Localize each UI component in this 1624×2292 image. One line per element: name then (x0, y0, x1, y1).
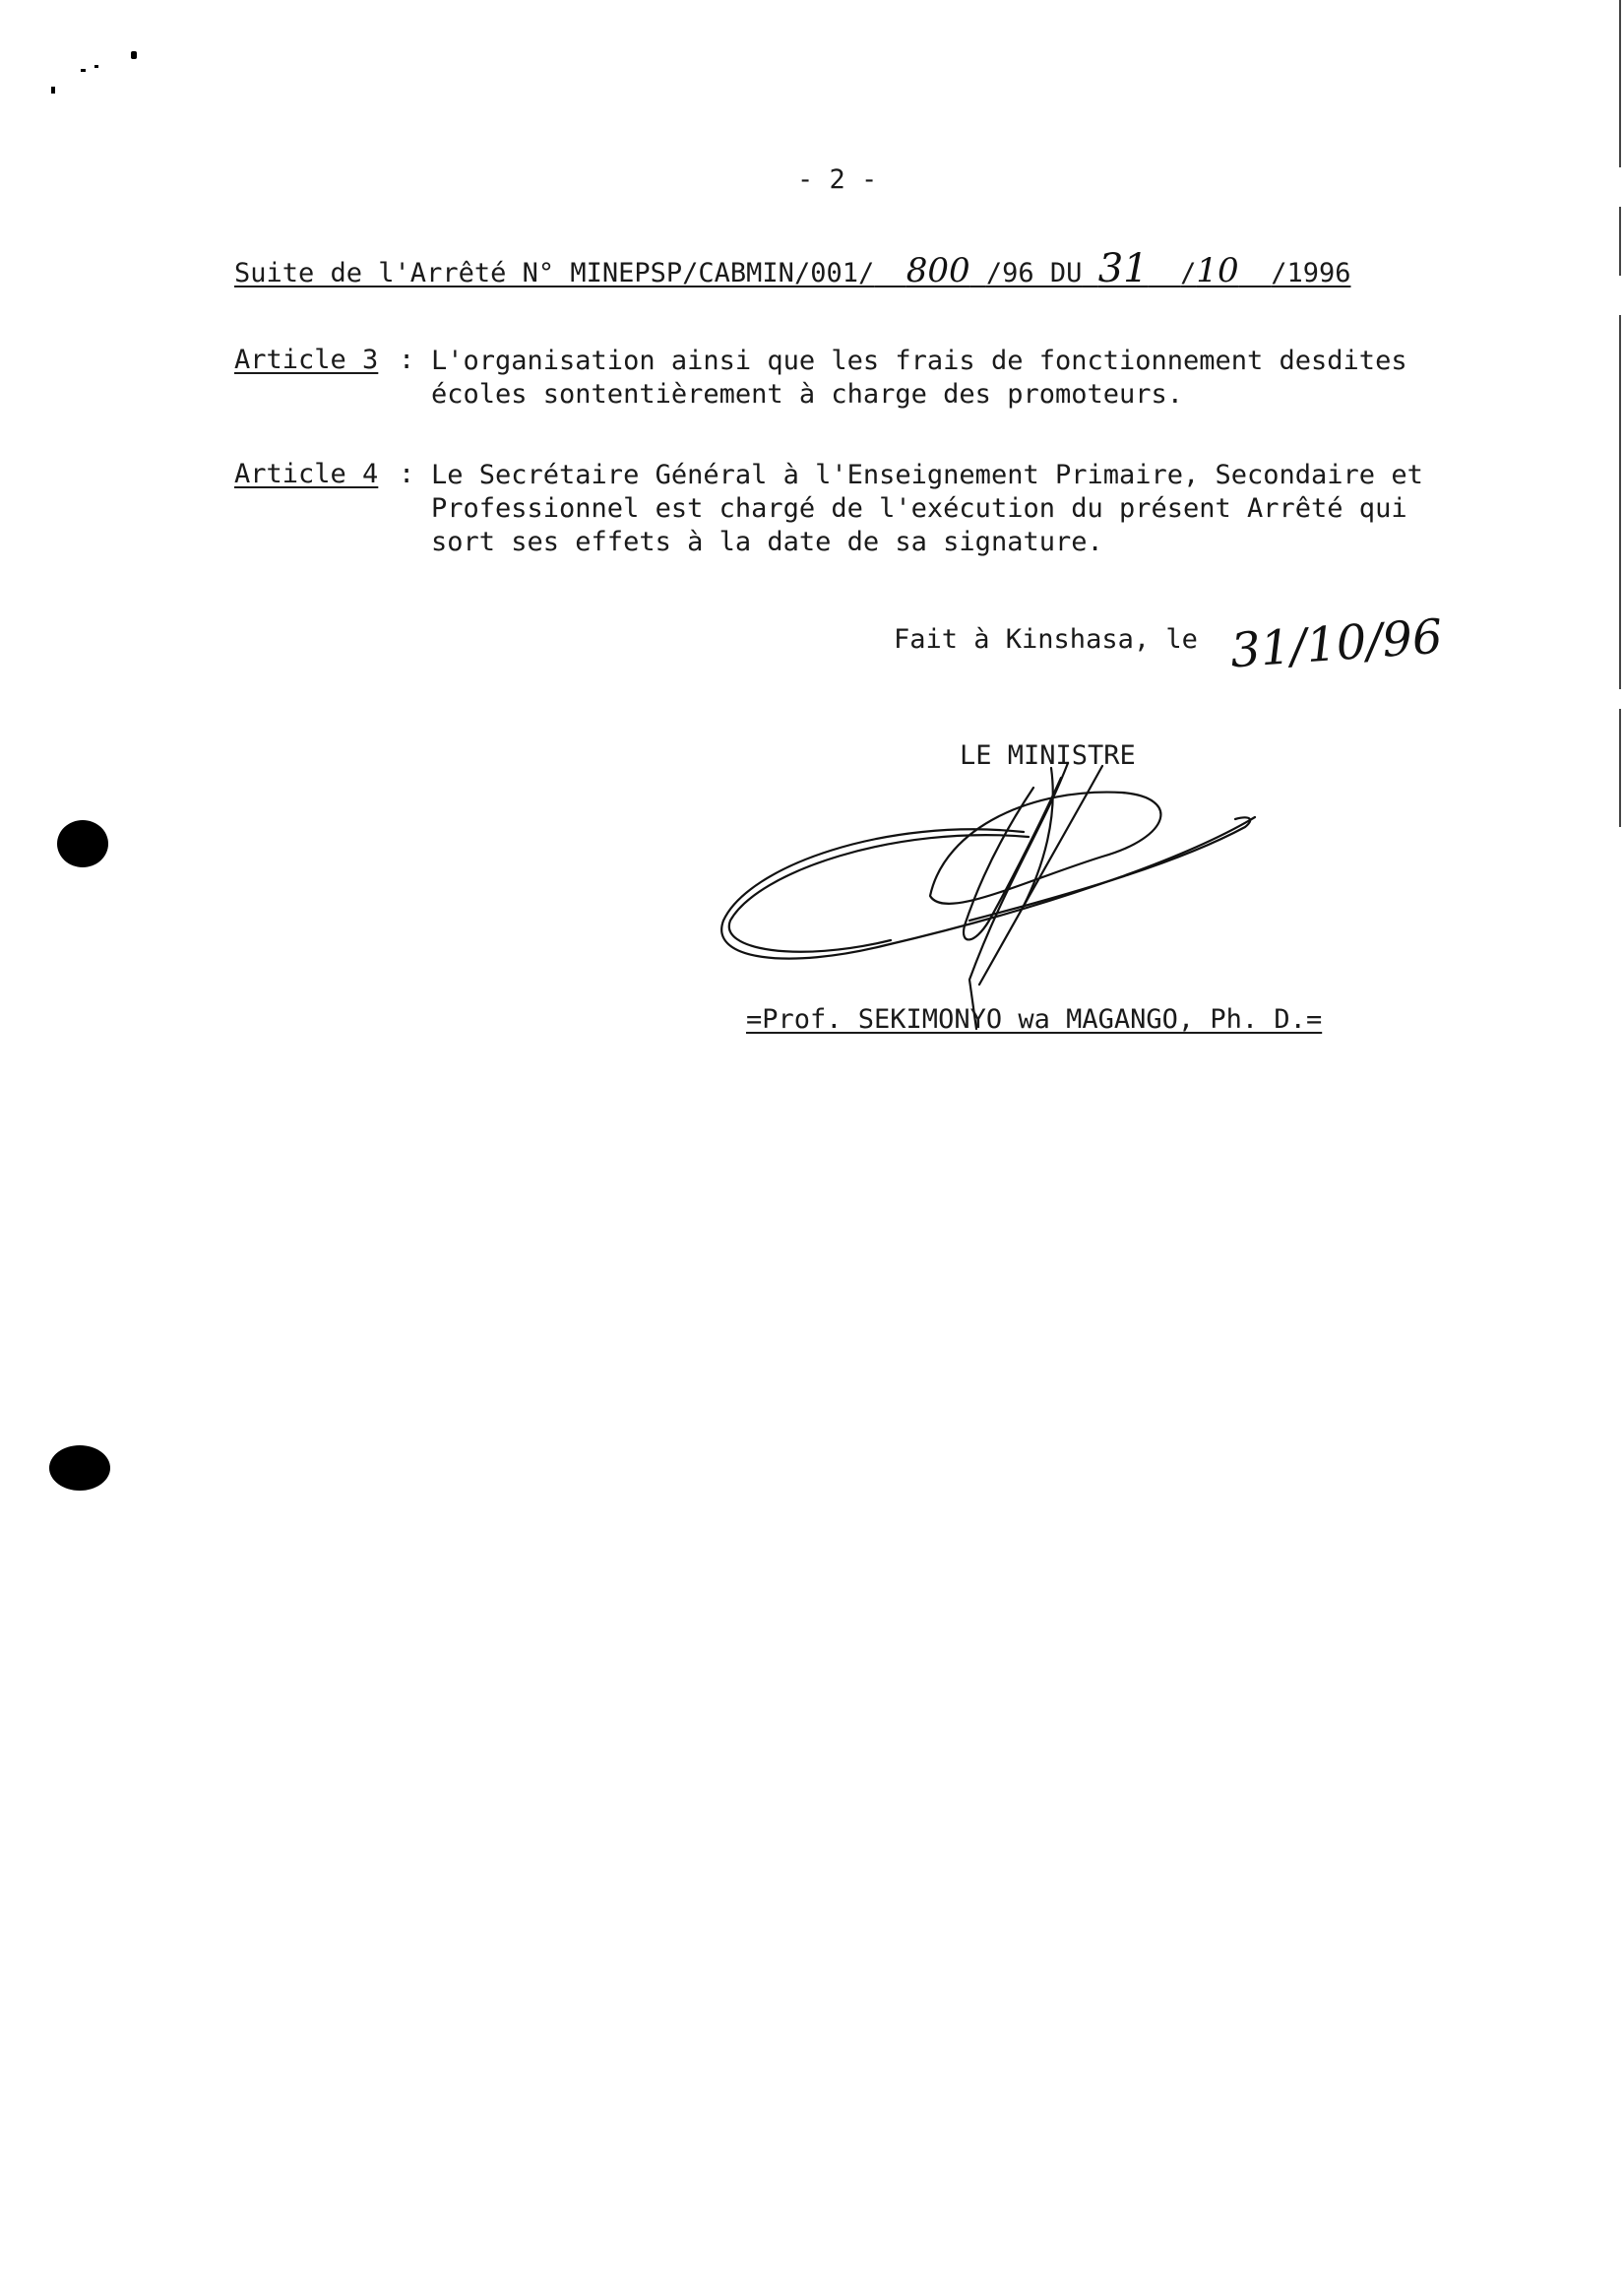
article-line: Le Secrétaire Général à l'Enseignement Primaire, Secondaire et (431, 460, 1423, 490)
reference-slash: / (1180, 258, 1197, 288)
reference-middle: /96 DU (985, 258, 1083, 288)
article-line: sort ses effets à la date de sa signature. (431, 527, 1103, 557)
article-3-separator: : (399, 345, 415, 375)
article-4-label: Article 4 (234, 459, 379, 489)
article-4-separator: : (399, 459, 415, 489)
reference-line (234, 246, 1350, 291)
place-date-text: Fait à Kinshasa, le (894, 624, 1198, 655)
scan-edge-mark (1619, 315, 1621, 689)
handwritten-date: 31/10/96 (1228, 608, 1445, 679)
punch-hole-mark (57, 820, 108, 867)
minister-name: =Prof. SEKIMONYO wa MAGANGO, Ph. D.= (746, 1004, 1323, 1035)
scan-speck (94, 65, 98, 68)
scan-edge-mark (1619, 207, 1621, 276)
article-line: L'organisation ainsi que les frais de fonctionnement desdites (431, 346, 1407, 376)
article-4-text (431, 459, 1423, 559)
scan-speck (51, 87, 55, 94)
scan-speck (81, 69, 86, 72)
handwritten-day: 31 (1097, 246, 1149, 291)
scan-speck (131, 51, 137, 59)
reference-prefix: Suite de l'Arrêté N° MINEPSP/CABMIN/001/ (234, 258, 875, 288)
handwritten-month: 10 (1196, 251, 1239, 290)
page-number: - 2 - (797, 164, 878, 195)
article-line: Professionnel est chargé de l'exécution du présent Arrêté qui (431, 493, 1407, 524)
punch-hole-mark (49, 1445, 110, 1491)
article-line: écoles sontentièrement à charge des promoteurs. (431, 379, 1184, 410)
scan-edge-mark (1619, 0, 1621, 167)
handwritten-number: 800 (906, 251, 970, 290)
scan-edge-mark (1619, 709, 1621, 827)
reference-year: /1996 (1271, 258, 1351, 288)
minister-title: LE MINISTRE (960, 740, 1136, 771)
article-3-label: Article 3 (234, 345, 379, 375)
article-3-text (431, 345, 1407, 412)
